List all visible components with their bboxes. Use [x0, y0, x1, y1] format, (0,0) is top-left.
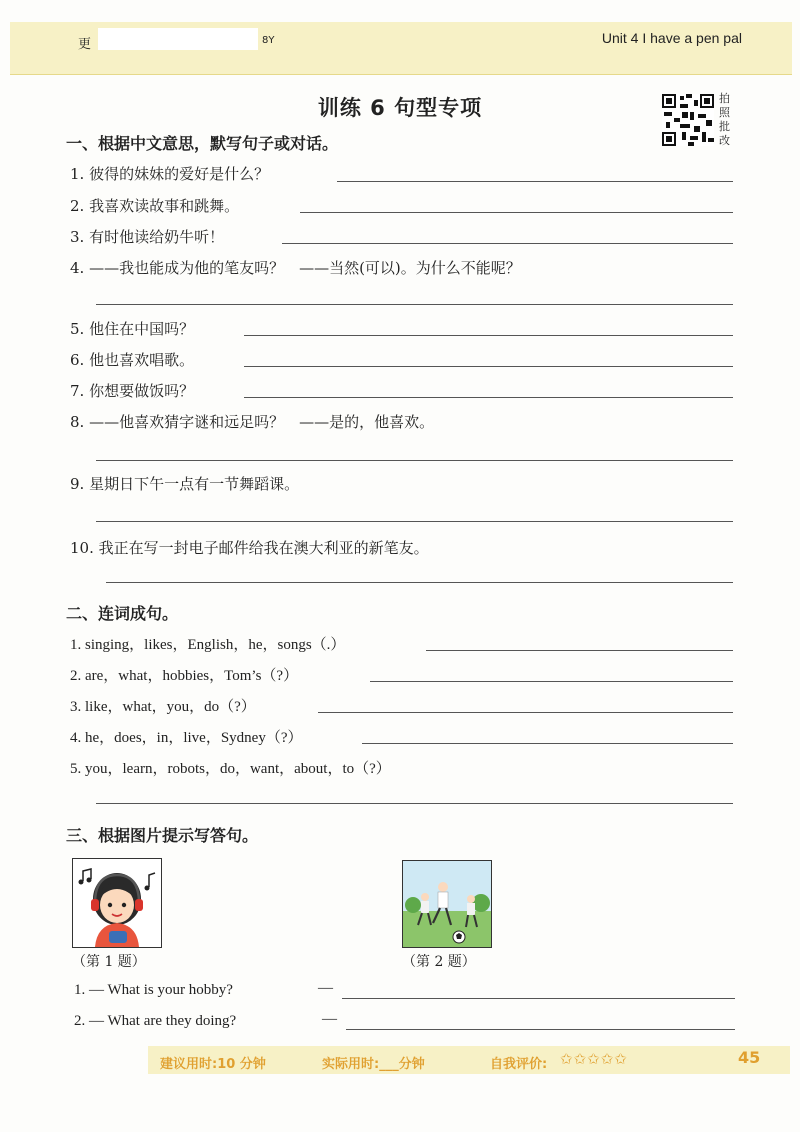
section2-heading: 二、连词成句。 [66, 604, 179, 623]
s1-q7-answer-line[interactable] [244, 397, 733, 398]
caption-1: （第 1 题） [72, 954, 146, 970]
s2-q5: 5. you，learn，robots，do，want，about，to（?） [70, 761, 391, 777]
page-title: 训练 6 句型专项 [317, 96, 483, 120]
s1-q7: 7. 你想要做饭吗？ [70, 382, 195, 400]
s1-q2-answer-line[interactable] [300, 212, 733, 213]
qr-code-icon[interactable] [662, 94, 714, 146]
s3-q2: 2. — What are they doing? [74, 1013, 237, 1029]
s1-q8-answer-line[interactable] [96, 460, 733, 461]
self-evaluation-label: 自我评价: [490, 1057, 548, 1072]
redacted-region [98, 28, 258, 50]
s2-q1-answer-line[interactable] [426, 650, 733, 651]
s1-q4-answer-line[interactable] [96, 304, 733, 305]
s1-q3: 3. 有时他读给奶牛听！ [70, 228, 225, 246]
s2-q3-answer-line[interactable] [318, 712, 733, 713]
s2-q2: 2. are，what，hobbies，Tom’s（?） [70, 668, 299, 684]
s3-q2-answer-line[interactable] [346, 1029, 735, 1030]
s2-q2-answer-line[interactable] [370, 681, 733, 682]
s1-q9: 9. 星期日下午一点有一节舞蹈课。 [70, 475, 300, 493]
s3-q1-dash: — [318, 980, 333, 996]
s3-q2-dash: — [322, 1011, 337, 1027]
actual-time: 实际用时:___分钟 [322, 1057, 425, 1072]
section1-heading: 一、根据中文意思，默写句子或对话。 [66, 134, 339, 153]
s1-q6: 6. 他也喜欢唱歌。 [70, 351, 195, 369]
s2-q3: 3. like，what，you，do（?） [70, 699, 256, 715]
s1-q3-answer-line[interactable] [282, 243, 733, 244]
s2-q5-answer-line[interactable] [96, 803, 733, 804]
s1-q10: 10. 我正在写一封电子邮件给我在澳大利亚的新笔友。 [70, 539, 429, 557]
header-code: 8Y [262, 35, 275, 46]
s2-q4: 4. he，does，in，live，Sydney（?） [70, 730, 303, 746]
s1-q5: 5. 他住在中国吗？ [70, 320, 195, 338]
suggested-time: 建议用时:10 分钟 [160, 1057, 266, 1072]
s2-q1: 1. singing，likes，English，he，songs（.） [70, 637, 346, 653]
s1-q6-answer-line[interactable] [244, 366, 733, 367]
s1-q4: 4. ——我也能成为他的笔友吗？ ——当然(可以)。为什么不能呢？ [70, 259, 521, 277]
s1-q2: 2. 我喜欢读故事和跳舞。 [70, 197, 240, 215]
s1-q1-answer-line[interactable] [337, 181, 733, 182]
s2-q4-answer-line[interactable] [362, 743, 733, 744]
unit-title: Unit 4 I have a pen pal [601, 30, 742, 46]
qr-label: 拍照批改 [719, 92, 730, 147]
boys-playing-football-image [402, 860, 492, 948]
s3-q1-answer-line[interactable] [342, 998, 735, 999]
section3-heading: 三、根据图片提示写答句。 [66, 826, 259, 845]
rating-stars-icon[interactable]: ✩✩✩✩✩ [560, 1050, 628, 1068]
s1-q10-answer-line[interactable] [106, 582, 733, 583]
girl-listening-music-image [72, 858, 162, 948]
header-left-text: 更 [78, 37, 92, 52]
s1-q5-answer-line[interactable] [244, 335, 733, 336]
s3-q1: 1. — What is your hobby? [74, 982, 233, 998]
s1-q9-answer-line[interactable] [96, 521, 733, 522]
s1-q8: 8. ——他喜欢猜字谜和远足吗？ ——是的，他喜欢。 [70, 413, 435, 431]
s1-q1: 1. 彼得的妹妹的爱好是什么？ [70, 165, 270, 183]
caption-2: （第 2 题） [402, 954, 476, 970]
page-number: 45 [738, 1048, 761, 1067]
